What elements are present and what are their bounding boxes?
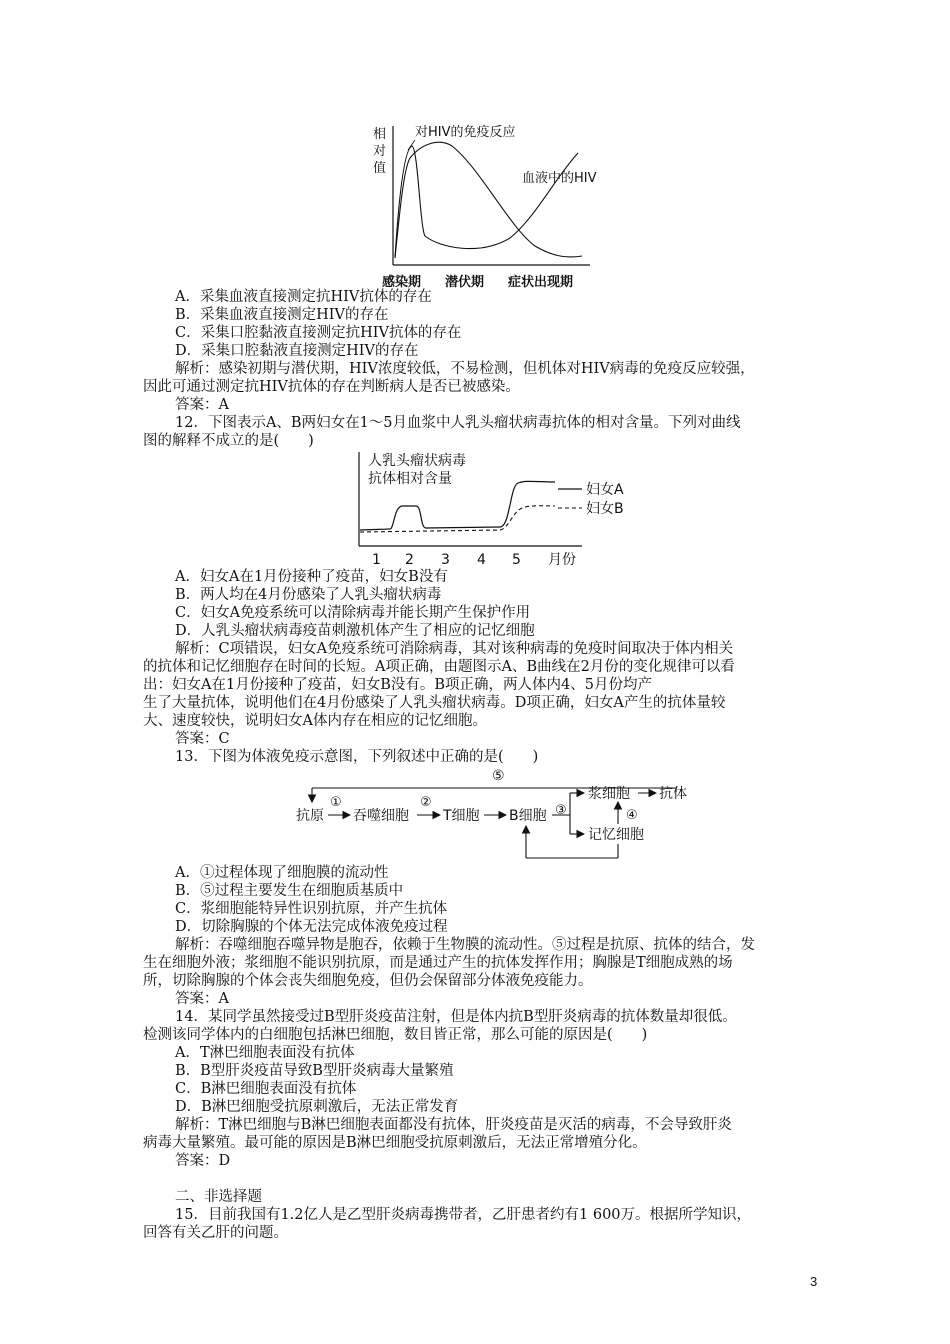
q13-option-a: A．①过程体现了细胞膜的流动性 bbox=[175, 865, 389, 881]
step-2-label: ② bbox=[420, 795, 432, 810]
step-5-label: ⑤ bbox=[492, 768, 505, 784]
y-axis-label-1: 相 bbox=[373, 127, 387, 142]
y-axis-label-3: 值 bbox=[373, 161, 387, 176]
node-plasma-cell: 浆细胞 bbox=[588, 786, 630, 802]
q13-stem: 13．下图为体液免疫示意图，下列叙述中正确的是( ) bbox=[175, 749, 539, 765]
humoral-immunity-diagram bbox=[290, 766, 710, 868]
q15-stem: 回答有关乙肝的问题。 bbox=[143, 1225, 288, 1241]
node-b-cell: B细胞 bbox=[509, 808, 547, 824]
node-antibody: 抗体 bbox=[659, 786, 687, 802]
q12-stem: 图的解释不成立的是( ) bbox=[143, 433, 314, 449]
q12-stem: 12．下图表示A、B两妇女在1～5月血浆中人乳头瘤状病毒抗体的相对含量。下列对曲线 bbox=[175, 415, 741, 431]
q11-option-c: C．采集口腔黏液直接测定抗HIV抗体的存在 bbox=[175, 325, 462, 341]
q11-option-d: D．采集口腔黏液直接测定HIV的存在 bbox=[175, 343, 419, 359]
section-heading: 二、非选择题 bbox=[175, 1189, 262, 1205]
node-t-cell: T细胞 bbox=[443, 808, 480, 824]
month-tick: 1 bbox=[372, 552, 381, 568]
step-3-label: ③ bbox=[555, 803, 567, 818]
q14-analysis-line: 病毒大量繁殖。最可能的原因是B淋巴细胞受抗原刺激后，无法正常增殖分化。 bbox=[143, 1135, 647, 1151]
q14-option-b: B．B型肝炎疫苗导致B型肝炎病毒大量繁殖 bbox=[175, 1063, 454, 1079]
q12-option-d: D．人乳头瘤状病毒疫苗刺激机体产生了相应的记忆细胞 bbox=[175, 623, 535, 639]
curve-label-immune: 对HIV的免疫反应 bbox=[415, 125, 516, 140]
q11-answer: 答案：A bbox=[175, 397, 229, 413]
q15-stem: 15．目前我国有1.2亿人是乙型肝炎病毒携带者，乙肝患者约有1 600万。根据所学知识， bbox=[175, 1207, 752, 1223]
q14-option-d: D．B淋巴细胞受抗原刺激后，无法正常发育 bbox=[175, 1099, 459, 1115]
q14-analysis-line: 解析：T淋巴细胞与B淋巴细胞表面都没有抗体，肝炎疫苗是灭活的病毒，不会导致肝炎 bbox=[175, 1117, 732, 1133]
q12-analysis-line: 解析：C项错误，妇女A免疫系统可消除病毒，其对该种病毒的免疫时间取决于体内相关 bbox=[175, 641, 734, 657]
q14-stem: 检测该同学体内的白细胞包括淋巴细胞，数目皆正常，那么可能的原因是( ) bbox=[143, 1027, 648, 1043]
x-axis-unit: 月份 bbox=[548, 552, 576, 568]
hiv-blood-curve bbox=[395, 142, 582, 258]
woman-a-curve bbox=[360, 481, 555, 530]
y-axis-title: 人乳头瘤状病毒 bbox=[368, 453, 466, 469]
legend-a-label: 妇女A bbox=[586, 482, 624, 498]
node-phagocyte: 吞噬细胞 bbox=[353, 808, 409, 824]
q11-option-a: A．采集血液直接测定抗HIV抗体的存在 bbox=[175, 289, 432, 305]
step-1-label: ① bbox=[330, 795, 342, 810]
x-label-symptom: 症状出现期 bbox=[508, 275, 574, 290]
hiv-response-graph bbox=[360, 118, 620, 290]
q14-stem: 14．某同学虽然接受过B型肝炎疫苗注射，但是体内抗B型肝炎病毒的抗体数量却很低。 bbox=[175, 1009, 737, 1025]
q13-analysis-line: 所，切除胸腺的个体会丧失细胞免疫，但仍会保留部分体液免疫能力。 bbox=[143, 973, 593, 989]
month-tick: 4 bbox=[477, 552, 486, 568]
y-axis-title: 抗体相对含量 bbox=[368, 471, 452, 487]
y-axis-label-2: 对 bbox=[373, 144, 387, 159]
x-label-infection: 感染期 bbox=[382, 275, 422, 290]
q14-answer: 答案：D bbox=[175, 1153, 231, 1169]
month-tick: 2 bbox=[405, 552, 414, 568]
q14-option-c: C．B淋巴细胞表面没有抗体 bbox=[175, 1081, 357, 1097]
step-4-label: ④ bbox=[626, 808, 638, 823]
antibody-curve-graph bbox=[350, 448, 650, 572]
q12-analysis-line: 出：妇女A在1月份接种了疫苗，妇女B没有。B项正确，两人体内4、5月份均产 bbox=[143, 677, 652, 693]
q13-answer: 答案：A bbox=[175, 991, 229, 1007]
immune-response-curve bbox=[395, 146, 578, 258]
legend-b-label: 妇女B bbox=[586, 501, 624, 517]
q11-analysis-line: 因此可通过测定抗HIV抗体的存在判断病人是否已被感染。 bbox=[143, 379, 520, 395]
q12-option-b: B．两人均在4月份感染了人乳头瘤状病毒 bbox=[175, 587, 442, 603]
node-antigen: 抗原 bbox=[296, 808, 324, 824]
q13-analysis-line: 生在细胞外液；浆细胞不能识别抗原，而是通过产生的抗体发挥作用；胸腺是T细胞成熟的场 bbox=[143, 955, 733, 971]
q12-analysis-line: 生了大量抗体，说明他们在4月份感染了人乳头瘤状病毒。D项正确，妇女A产生的抗体量较 bbox=[143, 695, 726, 711]
q14-option-a: A．T淋巴细胞表面没有抗体 bbox=[175, 1045, 355, 1061]
q13-option-b: B．⑤过程主要发生在细胞质基质中 bbox=[175, 883, 404, 899]
q12-analysis-line: 的抗体和记忆细胞存在时间的长短。A项正确，由题图示A、B曲线在2月份的变化规律可以看 bbox=[143, 659, 735, 675]
q13-analysis-line: 解析：吞噬细胞吞噬异物是胞吞，依赖于生物膜的流动性。⑤过程是抗原、抗体的结合，发 bbox=[175, 937, 755, 953]
q12-analysis-line: 大、速度较快，说明妇女A体内存在相应的记忆细胞。 bbox=[143, 713, 487, 729]
node-memory-cell: 记忆细胞 bbox=[588, 827, 644, 843]
q12-option-c: C．妇女A免疫系统可以清除病毒并能长期产生保护作用 bbox=[175, 605, 531, 621]
q13-option-c: C．浆细胞能特异性识别抗原，并产生抗体 bbox=[175, 901, 448, 917]
month-tick: 3 bbox=[441, 552, 450, 568]
month-tick: 5 bbox=[512, 552, 521, 568]
q12-option-a: A．妇女A在1月份接种了疫苗，妇女B没有 bbox=[175, 569, 448, 585]
q11-analysis-line: 解析：感染初期与潜伏期，HIV浓度较低，不易检测，但机体对HIV病毒的免疫反应较强， bbox=[175, 361, 755, 377]
x-label-latent: 潜伏期 bbox=[445, 275, 485, 290]
q12-answer: 答案：C bbox=[175, 731, 230, 747]
page-number: 3 bbox=[810, 1274, 818, 1289]
curve-label-hiv: 血液中的HIV bbox=[522, 171, 597, 186]
q13-option-d: D．切除胸腺的个体无法完成体液免疫过程 bbox=[175, 919, 448, 935]
q11-option-b: B．采集血液直接测定HIV的存在 bbox=[175, 307, 389, 323]
